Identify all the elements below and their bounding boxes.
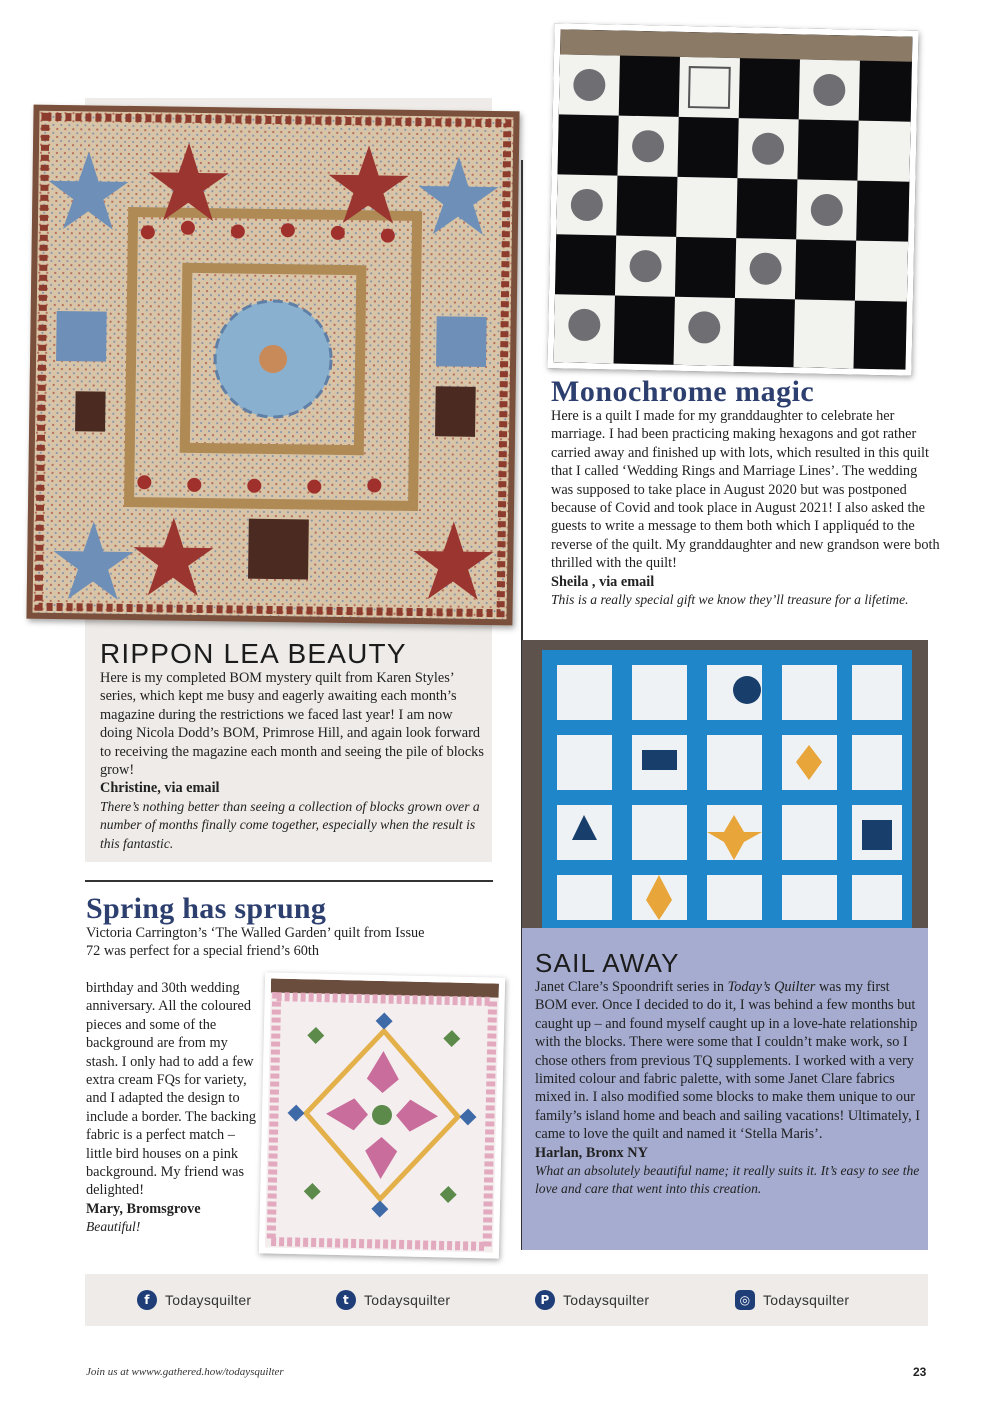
instagram-icon: ◎: [735, 1290, 755, 1310]
sail-away-quilt-photo: [522, 640, 928, 928]
twitter-link[interactable]: [336, 1290, 450, 1310]
section-divider: [85, 880, 493, 882]
spring-signature: Mary, Bromsgrove: [86, 1200, 201, 1217]
sail-away-signature: Harlan, Bronx NY: [535, 1144, 648, 1161]
spring-article: [86, 979, 261, 1237]
rippon-lea-signature: Christine, via email: [100, 780, 220, 797]
spring-quilt-photo: [259, 972, 505, 1258]
spring-editor-note: Beautiful!: [86, 1219, 141, 1235]
pinterest-icon: P: [535, 1290, 555, 1310]
rippon-lea-body: Here is my completed BOM mystery quilt from Karen Styles’ series, which kept me busy and eagerly awaiting each month’s magazine during the restrictions we faced last year! I am now doing Nicola Dodd’s BOM, Primrose Hill, and again look forward to receiving the magazine each month and seeing the pile of blocks grow!: [100, 670, 484, 779]
facebook-handle: Todaysquilter: [165, 1292, 252, 1308]
rippon-lea-editor-note: There’s nothing better than seeing a collection of blocks grown over a number of months finally come together, especially when the result is this fantastic.: [100, 798, 480, 851]
facebook-link[interactable]: [137, 1290, 251, 1310]
sail-away-editor-note: What an absolutely beautiful name; it really suits it. It’s easy to see the love and care that went into this creation.: [535, 1163, 920, 1197]
page-number: 23: [913, 1365, 927, 1379]
monochrome-title: Monochrome magic: [551, 375, 815, 408]
rippon-lea-quilt-photo: [26, 105, 519, 626]
spring-body: birthday and 30th wedding anniversary. All the coloured pieces and some of the background are from my stash. I only had to add a few extra cream FQs for variety, and I adapted the design to include a border. The backing fabric is a perfect match – little bird houses on a pink background. My friend was delighted!: [86, 980, 257, 1199]
monochrome-editor-note: This is a really special gift we know they’ll treasure for a lifetime.: [551, 592, 909, 608]
pinterest-handle: Todaysquilter: [563, 1292, 650, 1308]
twitter-handle: Todaysquilter: [364, 1292, 451, 1308]
facebook-icon: f: [137, 1290, 157, 1310]
sail-away-body-start: Janet Clare’s Spoondrift series in: [535, 979, 728, 995]
rippon-lea-title: RIPPON LEA BEAUTY: [100, 638, 407, 669]
footer-url[interactable]: Join us at wwww.gathered.how/todaysquilter: [86, 1366, 284, 1378]
sail-away-article: [535, 978, 920, 1199]
spring-intro: Victoria Carrington’s ‘The Walled Garden’ quilt from Issue 72 was perfect for a special friend’s 60th: [86, 925, 425, 960]
sail-away-body-end: was my first BOM ever. Once I decided to do it, I was behind a few months but caught up – and found myself caught up in a love-hate relationship with the blocks. There were some that I couldn’t make work, so I chose others from previous TQ supplements. I worked with a very limited colour and fabric palette, with some Janet Clare fabrics mixed in. I also modified some blocks to make them unique to our family’s island home and beach and sailing vacations! Ultimately, I came to love the quilt and named it ‘Stella Maris’.: [535, 979, 920, 1143]
spring-title: Spring has sprung: [86, 892, 327, 925]
monochrome-body: Here is a quilt I made for my granddaughter to celebrate her marriage. I had been practicing making hexagons and got rather carried away and finished up with lots, which resulted in this quilt that I called ‘Wedding Rings and Marriage Lines’. The wedding was supposed to take place in August 2020 but was postponed because of Covid and took place in August 2021! I also asked the guests to write a message to them both which I appliquéd to the reverse of the quilt. My granddaughter and new grandson were both thrilled with the quilt!: [551, 408, 940, 572]
sail-away-title: SAIL AWAY: [535, 948, 680, 978]
rippon-lea-article: [100, 669, 485, 853]
monochrome-signature: Sheila , via email: [551, 573, 655, 590]
instagram-handle: Todaysquilter: [763, 1292, 850, 1308]
monochrome-article: [551, 407, 941, 609]
pinterest-link[interactable]: [535, 1290, 649, 1310]
instagram-link[interactable]: [735, 1290, 849, 1310]
social-media-bar: [85, 1274, 928, 1326]
monochrome-quilt-photo: [547, 23, 918, 376]
magazine-name: Today’s Quilter: [727, 979, 816, 995]
twitter-icon: t: [336, 1290, 356, 1310]
sail-away-body: [535, 978, 920, 1144]
